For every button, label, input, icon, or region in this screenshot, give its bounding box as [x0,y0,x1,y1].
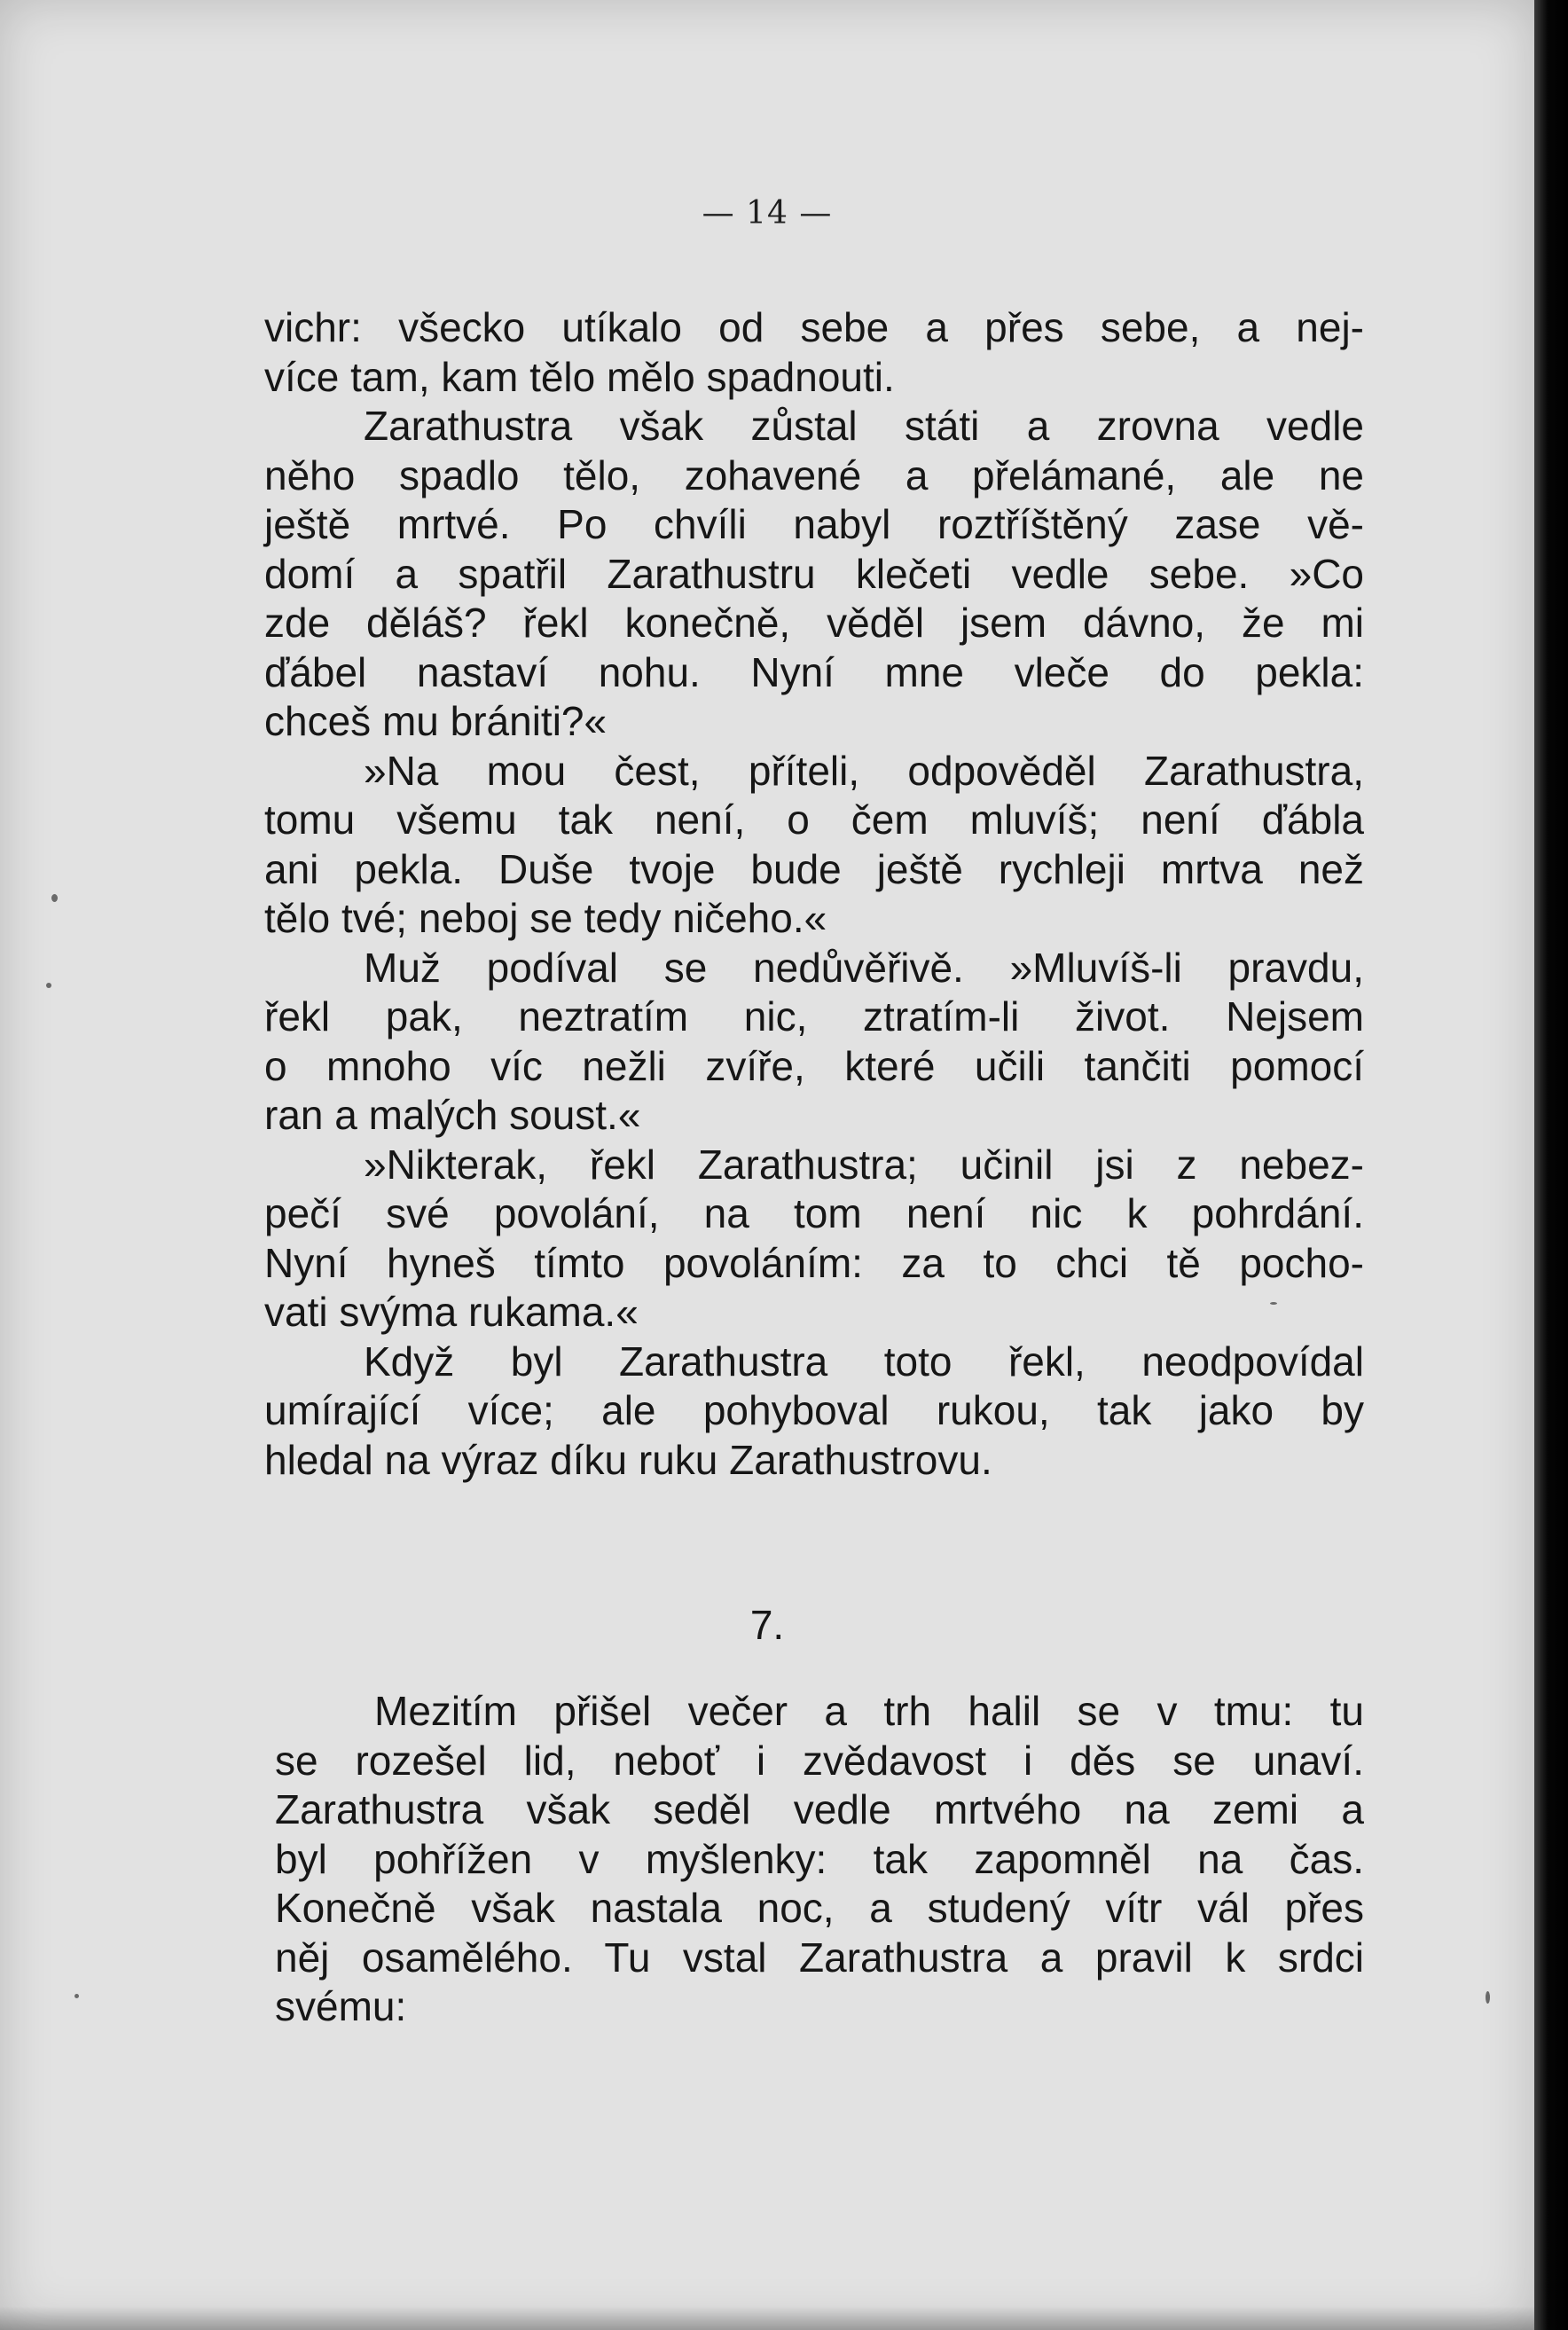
text-line: pečí své povolání, na tom není nic k pohrdání. [264,1190,1364,1236]
body-text-part2 [275,1687,1364,2032]
text-line: svému: [275,1983,407,2029]
text-line: ještě mrtvé. Po chvíli nabyl roztříštěný zase vě- [264,501,1364,547]
text-line: ďábel nastaví nohu. Nyní mne vleče do pekla: [264,648,1364,695]
paper-speck [74,1994,79,1998]
text-line: o mnoho víc nežli zvíře, které učili tančiti pomocí [264,1042,1364,1089]
text-line: se rozešel lid, neboť i zvědavost i děs se unaví. [275,1737,1364,1784]
text-line: tělo tvé; neboj se tedy ničeho.« [264,895,827,941]
text-line: něj osamělého. Tu vstal Zarathustra a pravil k srdci [275,1934,1364,1981]
text-line: ani pekla. Duše tvoje bude ještě rychleji mrtva než [264,845,1364,892]
text-line: tomu všemu tak není, o čem mluvíš; není ďábla [264,796,1364,843]
text-line: více tam, kam tělo mělo spadnouti. [264,353,895,400]
text-line: chceš mu brániti?« [264,698,608,744]
text-line: Když byl Zarathustra toto řekl, neodpovídal [364,1338,1364,1385]
text-line: vichr: všecko utíkalo od sebe a přes sebe, a nej- [264,304,1364,350]
text-line: řekl pak, neztratím nic, ztratím-li život. Nejsem [264,993,1364,1039]
section-title: 7. [749,1602,785,1648]
text-line: ran a malých soust.« [264,1092,641,1138]
text-line: »Nikterak, řekl Zarathustra; učinil jsi z nebez- [364,1141,1364,1188]
text-line: domí a spatřil Zarathustru klečeti vedle sebe. »Co [264,550,1364,597]
text-line: Konečně však nastala noc, a studený vítr vál přes [275,1885,1364,1931]
body-text-part1 [264,303,1364,1485]
paper-speck [46,983,51,988]
text-line: hledal na výraz díku ruku Zarathustrovu. [264,1436,992,1483]
text-line: něho spadlo tělo, zohavené a přelámané, ale ne [264,451,1364,498]
text-line: zde děláš? řekl konečně, věděl jsem dávno, že mi [264,600,1364,646]
text-line: »Na mou čest, příteli, odpověděl Zarathustra, [364,747,1364,794]
page-bottom-edge [0,2306,1534,2330]
text-line: Nyní hyneš tímto povoláním: za to chci tě pocho- [264,1239,1364,1286]
text-line: umírající více; ale pohyboval rukou, tak jako by [264,1387,1364,1433]
text-line: Zarathustra však zůstal státi a zrovna vedle [364,403,1364,449]
paper-speck [1270,1302,1277,1305]
paper-speck [1486,1991,1490,2004]
text-line: Muž podíval se nedůvěřivě. »Mluvíš-li pravdu, [364,944,1364,991]
text-line: byl pohřížen v myšlenky: tak zapomněl na čas. [275,1835,1364,1882]
book-spine-edge [1534,0,1568,2330]
text-line: vati svýma rukama.« [264,1289,639,1335]
text-line: Mezitím přišel večer a trh halil se v tmu: tu [374,1688,1364,1734]
text-line: Zarathustra však seděl vedle mrtvého na zemi a [275,1786,1364,1832]
paper-speck [51,894,58,902]
page-number: — 14 — [702,195,833,231]
